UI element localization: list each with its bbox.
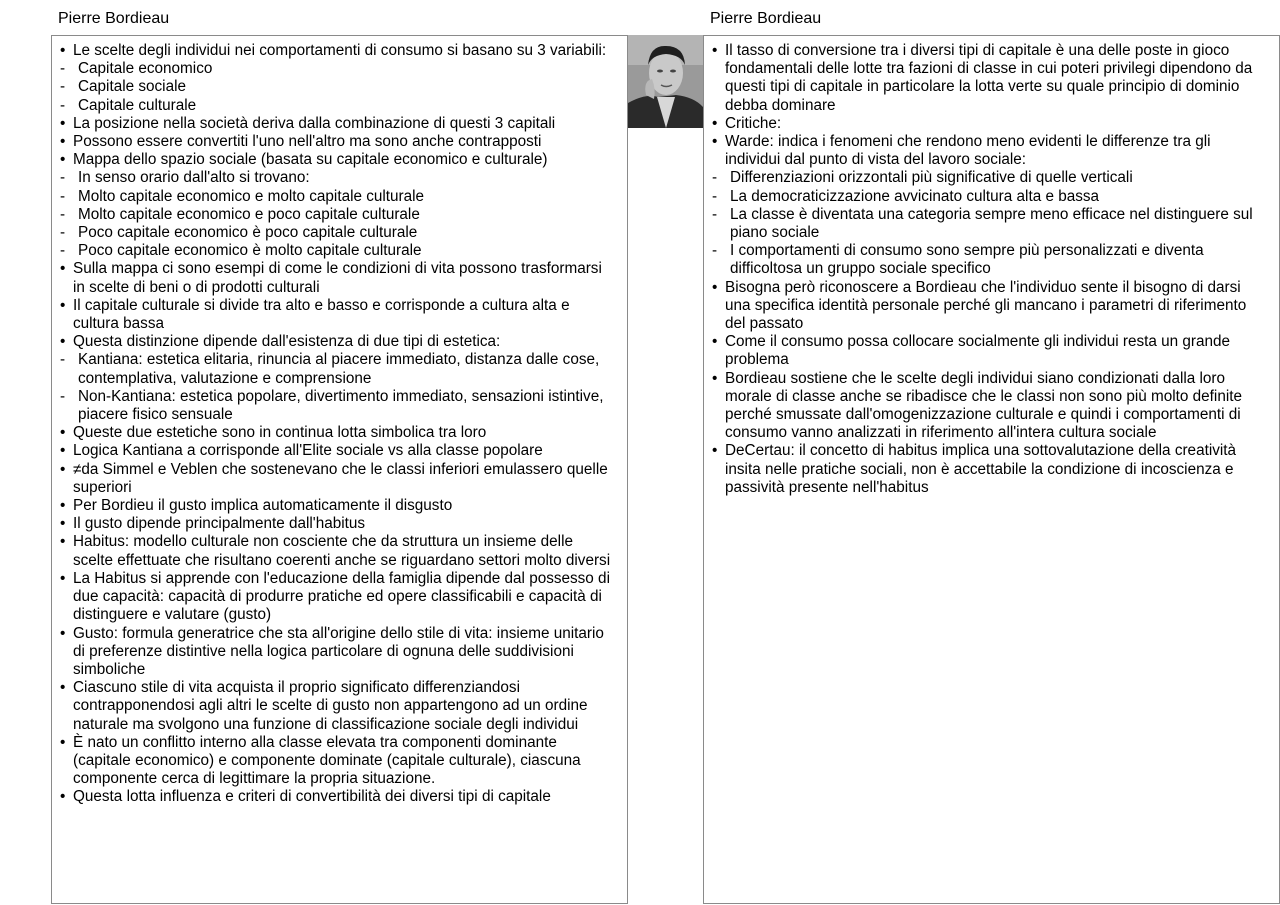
dash-item: - Poco capitale economico è molto capitale culturale [60, 242, 617, 260]
bullet-item: • Le scelte degli individui nei comportamenti di consumo si basano su 3 variabili: [60, 42, 617, 60]
dash-item: - Molto capitale economico e poco capitale culturale [60, 206, 617, 224]
dash-item: - La classe è diventata una categoria sempre meno efficace nel distinguere sul piano sociale [712, 206, 1269, 242]
left-slide-title: Pierre Bordieau [58, 10, 170, 27]
bullet-item: • Mappa dello spazio sociale (basata su capitale economico e culturale) [60, 151, 617, 169]
portrait-image [628, 35, 703, 128]
dash-item: - I comportamenti di consumo sono sempre più personalizzati e diventa difficoltosa un gruppo sociale specifico [712, 242, 1269, 278]
bullet-item: • Questa lotta influenza e criteri di convertibilità dei diversi tipi di capitale [60, 788, 617, 806]
bullet-item: • Gusto: formula generatrice che sta all'origine dello stile di vita: insieme unitario di preferenze distintive nella logica particolare di ognuna delle suddivisioni simboliche [60, 625, 617, 680]
portrait-photo [628, 35, 703, 128]
dash-item: - Poco capitale economico è poco capitale culturale [60, 224, 617, 242]
bullet-item: • Sulla mappa ci sono esempi di come le condizioni di vita possono trasformarsi in scelte di beni o di prodotti culturali [60, 260, 617, 296]
bullet-item: • Come il consumo possa collocare socialmente gli individui resta un grande problema [712, 333, 1269, 369]
bullet-item: • È nato un conflitto interno alla classe elevata tra componenti dominante (capitale economico) e componente dominate (capitale culturale), ciascuna componente cerca di legittimare la propria situazione. [60, 734, 617, 789]
dash-item: - Differenziazioni orizzontali più significative di quelle verticali [712, 169, 1269, 187]
bullet-item: • Il gusto dipende principalmente dall'habitus [60, 515, 617, 533]
bullet-item: • Possono essere convertiti l'uno nell'altro ma sono anche contrapposti [60, 133, 617, 151]
bullet-item: • La posizione nella società deriva dalla combinazione di questi 3 capitali [60, 115, 617, 133]
bullet-item: • Il tasso di conversione tra i diversi tipi di capitale è una delle poste in gioco fondamentali delle lotte tra fazioni di classe in cui poteri privilegi dipendono da questi tipi di capitale in particolare la lotta verte su quale principio di dominio debba dominare [712, 42, 1269, 115]
dash-item: - Non-Kantiana: estetica popolare, divertimento immediato, sensazioni istintive, piacere fisico sensuale [60, 388, 617, 424]
dash-item: - Molto capitale economico e molto capitale culturale [60, 188, 617, 206]
right-notes-list [712, 42, 1269, 497]
dash-item: - Capitale sociale [60, 78, 617, 96]
bullet-item: • Logica Kantiana a corrisponde all'Elite sociale vs alla classe popolare [60, 442, 617, 460]
bullet-item: • Critiche: [712, 115, 1269, 133]
dash-item: - In senso orario dall'alto si trovano: [60, 169, 617, 187]
bullet-item: • DeCertau: il concetto di habitus implica una sottovalutazione della creatività insita nelle pratiche sociali, non è accettabile la condizione di incoscienza e passività presente nell'habitus [712, 442, 1269, 497]
dash-item: - La democraticizzazione avvicinato cultura alta e bassa [712, 188, 1269, 206]
bullet-item: • Bordieau sostiene che le scelte degli individui siano condizionati dalla loro morale di classe anche se ribadisce che le classi non sono più molto definite perché smussate dall'omogenizzazione culturale e quindi i comportamenti di consumo vanno analizzati in riferimento all'intera cultura sociale [712, 370, 1269, 443]
bullet-item: • Habitus: modello culturale non cosciente che da struttura un insieme delle scelte effettuate che risultano coerenti anche se riguardano settori molto diversi [60, 533, 617, 569]
bullet-item: • Questa distinzione dipende dall'esistenza di due tipi di estetica: [60, 333, 617, 351]
bullet-item: • Bisogna però riconoscere a Bordieau che l'individuo sente il bisogno di darsi una specifica identità personale perché gli mancano i parametri di riferimento del passato [712, 279, 1269, 334]
left-notes-list [60, 42, 617, 807]
bullet-item: • Il capitale culturale si divide tra alto e basso e corrisponde a cultura alta e cultura bassa [60, 297, 617, 333]
bullet-item: • Warde: indica i fenomeni che rendono meno evidenti le differenze tra gli individui dal punto di vista del lavoro sociale: [712, 133, 1269, 169]
right-slide-title: Pierre Bordieau [710, 10, 822, 27]
dash-item: - Capitale culturale [60, 97, 617, 115]
left-notes-box [51, 35, 628, 904]
bullet-item: • Per Bordieu il gusto implica automaticamente il disgusto [60, 497, 617, 515]
right-notes-box [703, 35, 1280, 904]
dash-item: - Capitale economico [60, 60, 617, 78]
bullet-item: • Queste due estetiche sono in continua lotta simbolica tra loro [60, 424, 617, 442]
bullet-item: • La Habitus si apprende con l'educazione della famiglia dipende dal possesso di due capacità: capacità di produrre pratiche ed opere classificabili e capacità di distinguere e valutare (gusto) [60, 570, 617, 625]
bullet-item: • Ciascuno stile di vita acquista il proprio significato differenziandosi contrapponendosi agli altri le scelte di gusto non appartengono ad un ordine naturale ma svolgono una funzione di classificazione sociale degli individui [60, 679, 617, 734]
bullet-item: • ≠da Simmel e Veblen che sostenevano che le classi inferiori emulassero quelle superiori [60, 461, 617, 497]
dash-item: - Kantiana: estetica elitaria, rinuncia al piacere immediato, distanza dalle cose, contemplativa, valutazione e comprensione [60, 351, 617, 387]
